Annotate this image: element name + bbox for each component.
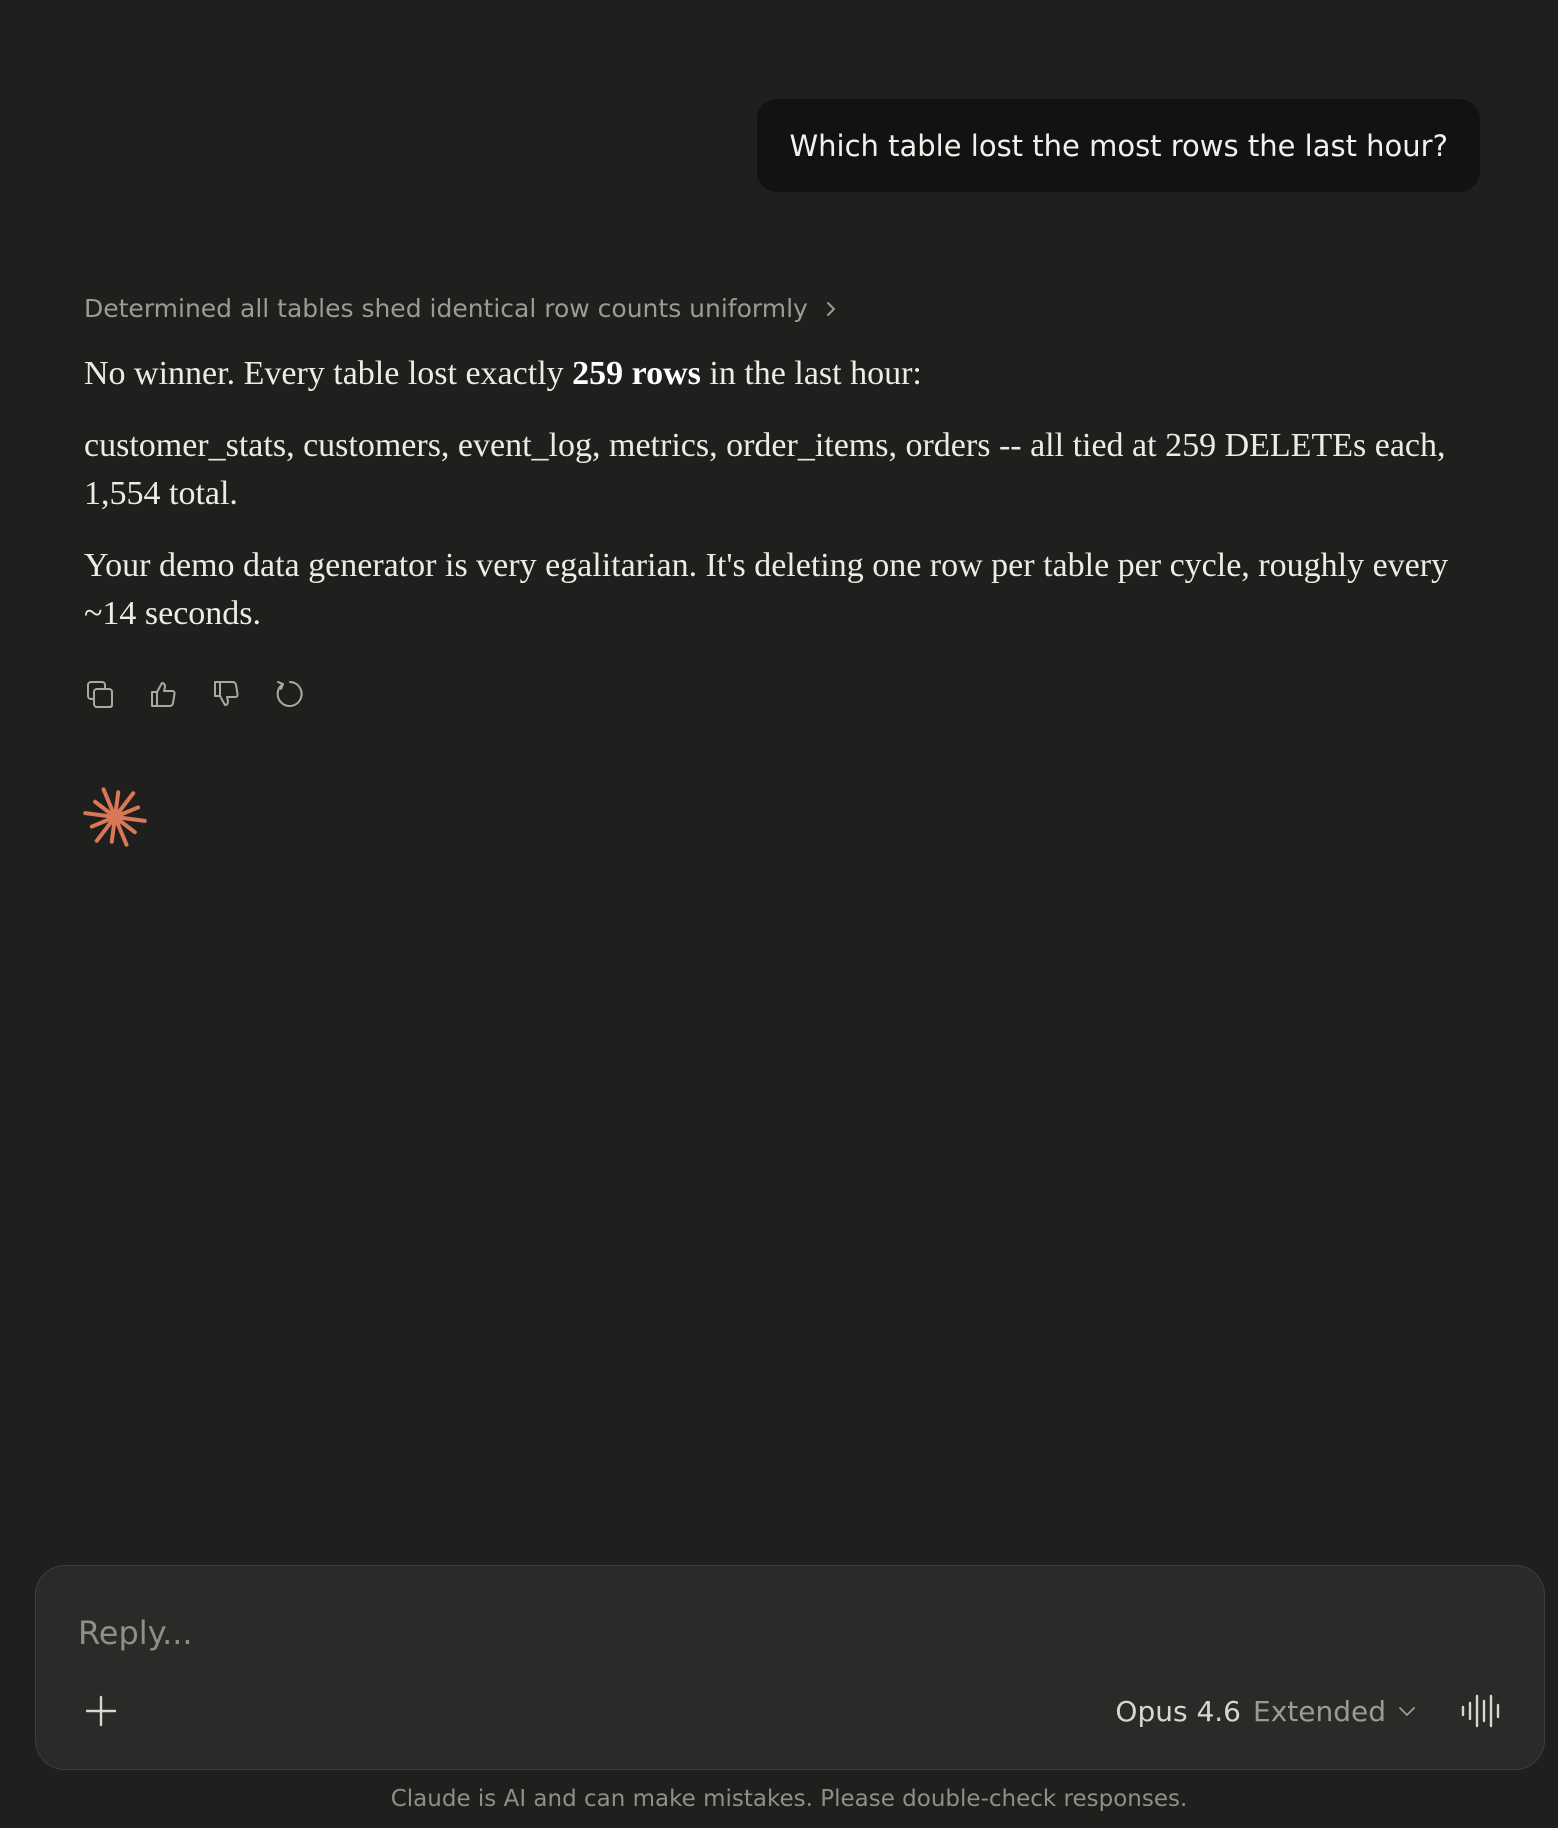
response-paragraph-2: customer_stats, customers, event_log, metrics, order_items, orders -- all tied at 259 DELETEs each, 1,554 total. xyxy=(84,427,1446,512)
claude-spark-icon xyxy=(80,782,150,852)
thumbs-up-icon xyxy=(148,679,178,709)
model-name: Opus 4.6 xyxy=(1115,1694,1241,1728)
copy-icon xyxy=(85,679,115,709)
thumbs-up-button[interactable] xyxy=(147,678,179,710)
model-mode: Extended xyxy=(1253,1694,1386,1728)
user-message-text: Which table lost the most rows the last hour? xyxy=(789,128,1448,163)
disclaimer-text: Claude is AI and can make mistakes. Please double-check responses. xyxy=(390,1786,1188,1812)
user-message-bubble xyxy=(757,99,1480,192)
response-paragraph-3: Your demo data generator is very egalitarian. It's deleting one row per table per cycle, roughly every ~14 seconds. xyxy=(84,547,1449,632)
retry-button[interactable] xyxy=(273,678,305,710)
retry-icon xyxy=(273,678,305,710)
response-bold-count: 259 rows xyxy=(572,355,701,392)
chevron-down-icon xyxy=(1398,1704,1416,1718)
reply-composer xyxy=(35,1565,1545,1770)
add-attachment-button[interactable] xyxy=(82,1692,120,1730)
thinking-summary-text: Determined all tables shed identical row counts uniformly xyxy=(84,294,808,323)
model-selector[interactable] xyxy=(1115,1688,1416,1734)
plus-icon xyxy=(87,1697,115,1725)
message-actions xyxy=(84,678,305,710)
chevron-right-icon xyxy=(824,299,838,319)
response-paragraph-1: No winner. Every table lost exactly 259 rows in the last hour: xyxy=(84,355,922,392)
copy-button[interactable] xyxy=(84,678,116,710)
assistant-response xyxy=(84,350,1484,662)
reply-input[interactable] xyxy=(78,1608,1478,1658)
thumbs-down-icon xyxy=(211,679,241,709)
voice-mode-button[interactable] xyxy=(1460,1692,1504,1730)
waveform-icon xyxy=(1463,1696,1498,1726)
thinking-summary-toggle[interactable] xyxy=(84,294,838,323)
thumbs-down-button[interactable] xyxy=(210,678,242,710)
